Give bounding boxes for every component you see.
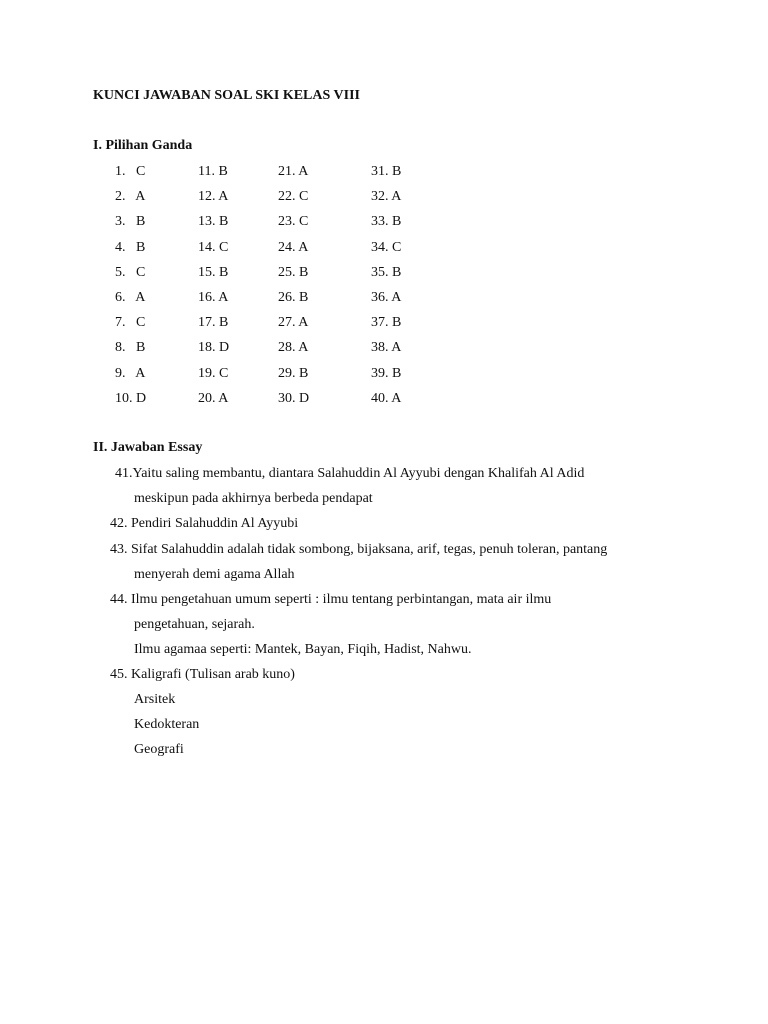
section-heading-multiple-choice: I. Pilihan Ganda [93,138,193,153]
essay-answer-41-line-2: meskipun pada akhirnya berbeda pendapat [134,491,373,506]
essay-answer-43-line-1: 43. Sifat Salahuddin adalah tidak sombong, bijaksana, arif, tegas, penuh toleran, pantang [110,542,608,557]
essay-answer-42: 42. Pendiri Salahuddin Al Ayyubi [110,516,299,531]
essay-answer-45-line-4: Geografi [134,742,184,757]
answer-cell: 3. B [115,214,146,230]
answer-cell: 31. B [371,164,402,179]
answer-cell: 15. B [198,264,229,280]
answer-cell: 18. D [198,340,230,356]
essay-answer-44-line-1: 44. Ilmu pengetahuan umum seperti : ilmu tentang perbintangan, mata air ilmu [110,592,552,607]
essay-answer-44-line-2: pengetahuan, sejarah. [134,617,255,632]
answer-cell: 13. B [198,214,229,230]
essay-answer-45-line-2: Arsitek [134,692,176,707]
answer-cell: 21. A [278,164,309,179]
essay-answer-45-line-1: 45. Kaligrafi (Tulisan arab kuno) [110,667,295,682]
answer-cell: 26. B [278,289,309,305]
essay-answer-44-line-3: Ilmu agamaa seperti: Mantek, Bayan, Fiqih, Hadist, Nahwu. [134,642,472,657]
answer-cell: 22. C [278,189,309,205]
answer-cell: 30. D [278,390,310,406]
answer-cell: 20. A [198,390,229,406]
answer-cell: 37. B [371,315,402,331]
answer-cell: 1. C [115,164,146,179]
section-heading-essay: II. Jawaban Essay [93,440,203,455]
answer-cell: 29. B [278,365,309,381]
answer-cell: 35. B [371,264,402,280]
answer-cell: 14. C [198,239,229,255]
essay-answer-41-line-1: 41.Yaitu saling membantu, diantara Salahuddin Al Ayyubi dengan Khalifah Al Adid [115,466,585,481]
answer-cell: 10. D [115,390,147,406]
answer-cell: 6. A [115,289,146,305]
answer-cell: 28. A [278,340,309,356]
answer-cell: 4. B [115,239,146,255]
essay-answer-43-line-2: menyerah demi agama Allah [134,567,295,582]
answer-cell: 7. C [115,315,146,331]
answer-cell: 9. A [115,365,146,381]
answer-cell: 38. A [371,340,402,356]
answer-cell: 36. A [371,289,402,305]
answer-cell: 34. C [371,239,402,255]
document-title: KUNCI JAWABAN SOAL SKI KELAS VIII [93,88,360,103]
answer-cell: 24. A [278,239,309,255]
answer-cell: 23. C [278,214,309,230]
answer-cell: 27. A [278,315,309,331]
answer-cell: 33. B [371,214,402,230]
answer-cell: 8. B [115,340,146,356]
answer-cell: 25. B [278,264,309,280]
answer-cell: 12. A [198,189,229,205]
answer-cell: 16. A [198,289,229,305]
answer-cell: 32. A [371,189,402,205]
answer-cell: 40. A [371,390,402,406]
answer-cell: 2. A [115,189,146,205]
essay-answer-45-line-3: Kedokteran [134,717,200,732]
answer-cell: 5. C [115,264,146,280]
answer-cell: 19. C [198,365,229,381]
answer-cell: 39. B [371,365,402,381]
answer-cell: 17. B [198,315,229,331]
answer-cell: 11. B [198,164,228,179]
